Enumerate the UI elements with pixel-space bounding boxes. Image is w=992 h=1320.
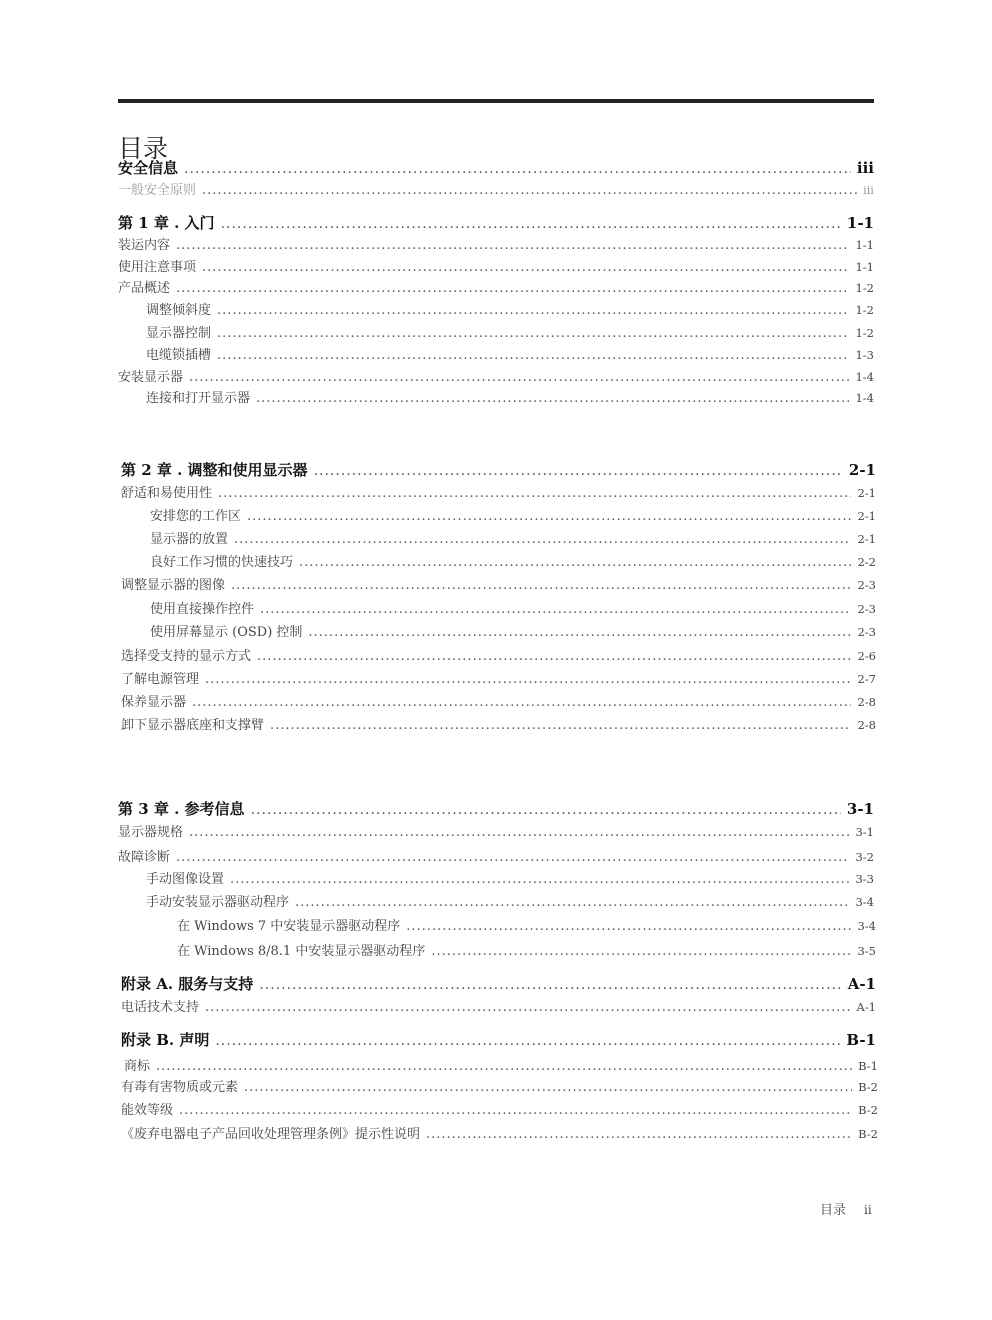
dot-leader: [234, 532, 851, 547]
toc-entry-page: 3-2: [855, 850, 874, 864]
toc-entry-page: 2-1: [848, 461, 876, 479]
dot-leader: [231, 578, 851, 593]
dot-leader: [189, 370, 849, 385]
toc-chapter-entry[interactable]: [118, 212, 874, 233]
toc-entry[interactable]: [150, 598, 876, 617]
toc-entry[interactable]: [177, 940, 876, 959]
toc-entry-page: B-2: [858, 1080, 878, 1094]
toc-entry-page: 1-4: [855, 370, 874, 384]
toc-entry-page: 2-8: [857, 695, 876, 709]
toc-entry-label: 手动安装显示器驱动程序: [146, 895, 290, 910]
toc-entry-label: 调整倾斜度: [146, 303, 212, 318]
dot-leader: [176, 238, 849, 253]
toc-entry-label: 《废弃电器电子产品回收处理管理条例》提示性说明: [121, 1127, 421, 1142]
toc-entry[interactable]: [121, 645, 876, 664]
toc-entry-page: 2-1: [857, 509, 876, 523]
toc-chapter-entry[interactable]: [118, 157, 874, 178]
toc-entry-label: 安装显示器: [118, 370, 184, 385]
toc-entry-page: 3-5: [857, 944, 876, 958]
toc-entry[interactable]: [146, 868, 874, 887]
toc-entry-label: 第 1 章 . 入门: [118, 214, 215, 232]
toc-entry[interactable]: [146, 344, 874, 363]
toc-entry-label: 有毒有害物质或元素: [121, 1080, 239, 1095]
toc-entry-page: B-1: [846, 1031, 876, 1049]
dot-leader: [270, 718, 851, 733]
dot-leader: [202, 183, 857, 198]
page-title: 目录: [118, 133, 169, 163]
toc-entry-page: 1-4: [855, 391, 874, 405]
toc-chapter-entry[interactable]: [121, 1029, 876, 1050]
toc-entry[interactable]: [121, 691, 876, 710]
toc-entry-page: iii: [856, 159, 874, 177]
toc-entry-page: 1-1: [855, 260, 874, 274]
toc-entry-label: 调整显示器的图像: [121, 578, 226, 593]
toc-entry-label: 故障诊断: [118, 850, 171, 865]
toc-entry-label: 舒适和易使用性: [121, 486, 213, 501]
toc-entry[interactable]: [118, 277, 874, 296]
toc-entry-label: 在 Windows 7 中安装显示器驱动程序: [177, 919, 401, 934]
toc-entry-page: 3-1: [855, 825, 874, 839]
dot-leader: [221, 216, 841, 232]
toc-entry-page: B-1: [858, 1059, 878, 1073]
toc-entry-page: iii: [862, 183, 874, 197]
toc-entry-page: 2-3: [857, 578, 876, 592]
dot-leader: [314, 463, 843, 479]
toc-entry[interactable]: [121, 482, 876, 501]
toc-entry-page: 2-7: [857, 672, 876, 686]
toc-entry[interactable]: [121, 574, 876, 593]
toc-entry[interactable]: [146, 299, 874, 318]
toc-entry-page: 2-6: [857, 649, 876, 663]
toc-entry-page: 2-1: [857, 486, 876, 500]
toc-entry-label: 第 2 章 . 调整和使用显示器: [121, 461, 308, 479]
toc-entry[interactable]: [118, 234, 874, 253]
page-footer: [820, 1199, 872, 1218]
toc-entry-label: 附录 A. 服务与支持: [121, 975, 254, 993]
dot-leader: [260, 602, 851, 617]
toc-entry-page: 1-2: [855, 281, 874, 295]
toc-entry[interactable]: [150, 551, 876, 570]
toc-entry-label: 保养显示器: [121, 695, 187, 710]
toc-entry[interactable]: [146, 387, 874, 406]
dot-leader: [205, 1000, 850, 1015]
dot-leader: [217, 303, 849, 318]
dot-leader: [184, 161, 851, 177]
dot-leader: [215, 1033, 840, 1049]
toc-entry[interactable]: [150, 528, 876, 547]
toc-entry[interactable]: [121, 1099, 878, 1118]
toc-entry-label: 选择受支持的显示方式: [121, 649, 252, 664]
dot-leader: [426, 1127, 852, 1142]
toc-entry[interactable]: [121, 1123, 878, 1142]
dot-leader: [156, 1059, 852, 1074]
dot-leader: [176, 281, 849, 296]
dot-leader: [257, 649, 851, 664]
toc-entry-label: 能效等级: [121, 1103, 174, 1118]
toc-entry-label: 卸下显示器底座和支撑臂: [121, 718, 265, 733]
dot-leader: [251, 802, 841, 818]
toc-entry-page: 1-3: [855, 348, 874, 362]
toc-entry[interactable]: [118, 179, 874, 198]
dot-leader: [244, 1080, 852, 1095]
toc-entry[interactable]: [118, 366, 874, 385]
dot-leader: [431, 944, 851, 959]
toc-entry-page: 3-1: [846, 800, 874, 818]
dot-leader: [179, 1103, 852, 1118]
toc-entry-label: 附录 B. 声明: [121, 1031, 210, 1049]
toc-entry[interactable]: [121, 996, 876, 1015]
toc-entry-label: 使用直接操作控件: [150, 602, 255, 617]
header-rule: [118, 99, 874, 103]
toc-entry-page: 1-2: [855, 326, 874, 340]
toc-entry-page: A-1: [847, 975, 876, 993]
toc-entry-page: 2-2: [857, 555, 876, 569]
footer-page-number: ii: [864, 1203, 872, 1217]
toc-chapter-entry[interactable]: [121, 459, 876, 480]
toc-entry-label: 了解电源管理: [121, 672, 200, 687]
toc-entry-page: 3-3: [855, 872, 874, 886]
toc-entry-page: 2-8: [857, 718, 876, 732]
toc-entry-page: 3-4: [857, 919, 876, 933]
toc-entry[interactable]: [150, 621, 876, 640]
dot-leader: [406, 919, 851, 934]
toc-entry-label: 连接和打开显示器: [146, 391, 251, 406]
toc-entry-label: 电缆锁插槽: [146, 348, 212, 363]
toc-entry[interactable]: [118, 821, 874, 840]
dot-leader: [205, 672, 851, 687]
toc-entry-label: 一般安全原则: [118, 183, 197, 198]
toc-chapter-entry[interactable]: [118, 798, 874, 819]
dot-leader: [176, 850, 849, 865]
dot-leader: [218, 486, 851, 501]
toc-entry[interactable]: [146, 891, 874, 910]
dot-leader: [230, 872, 849, 887]
toc-entry-page: 1-1: [855, 238, 874, 252]
dot-leader: [247, 509, 851, 524]
toc-entry[interactable]: [150, 505, 876, 524]
toc-entry-label: 产品概述: [118, 281, 171, 296]
toc-entry[interactable]: [124, 1055, 878, 1074]
toc-entry[interactable]: [118, 256, 874, 275]
toc-entry-label: 手动图像设置: [146, 872, 225, 887]
toc-entry[interactable]: [121, 1076, 878, 1095]
toc-entry-page: 2-1: [857, 532, 876, 546]
dot-leader: [189, 825, 849, 840]
toc-entry-page: 3-4: [855, 895, 874, 909]
toc-entry-page: B-2: [858, 1127, 878, 1141]
dot-leader: [202, 260, 849, 275]
toc-entry-label: 第 3 章 . 参考信息: [118, 800, 245, 818]
toc-entry-label: 使用屏幕显示 (OSD) 控制: [150, 625, 303, 640]
toc-entry-label: 使用注意事项: [118, 260, 197, 275]
dot-leader: [308, 625, 851, 640]
toc-entry-label: 良好工作习惯的快速技巧: [150, 555, 294, 570]
toc-entry[interactable]: [118, 846, 874, 865]
toc-entry[interactable]: [146, 322, 874, 341]
toc-entry-label: 安全信息: [118, 159, 179, 177]
dot-leader: [217, 348, 849, 363]
toc-entry-page: 2-3: [857, 625, 876, 639]
toc-entry-page: B-2: [858, 1103, 878, 1117]
toc-entry[interactable]: [121, 668, 876, 687]
dot-leader: [295, 895, 849, 910]
toc-entry-label: 装运内容: [118, 238, 171, 253]
toc-entry-page: 2-3: [857, 602, 876, 616]
dot-leader: [192, 695, 851, 710]
toc-entry-page: 1-1: [846, 214, 874, 232]
toc-entry-label: 显示器规格: [118, 825, 184, 840]
toc-chapter-entry[interactable]: [121, 973, 876, 994]
toc-entry-label: 显示器的放置: [150, 532, 229, 547]
toc-entry[interactable]: [177, 915, 876, 934]
dot-leader: [217, 326, 849, 341]
footer-section: 目录: [820, 1203, 847, 1218]
toc-entry-page: 1-2: [855, 303, 874, 317]
dot-leader: [256, 391, 849, 406]
toc-entry-page: A-1: [856, 1000, 876, 1014]
toc-entry-label: 显示器控制: [146, 326, 212, 341]
toc-entry-label: 在 Windows 8/8.1 中安装显示器驱动程序: [177, 944, 426, 959]
dot-leader: [259, 977, 841, 993]
dot-leader: [299, 555, 851, 570]
toc-entry[interactable]: [121, 714, 876, 733]
toc-entry-label: 安排您的工作区: [150, 509, 242, 524]
toc-entry-label: 商标: [124, 1059, 151, 1074]
toc-entry-label: 电话技术支持: [121, 1000, 200, 1015]
